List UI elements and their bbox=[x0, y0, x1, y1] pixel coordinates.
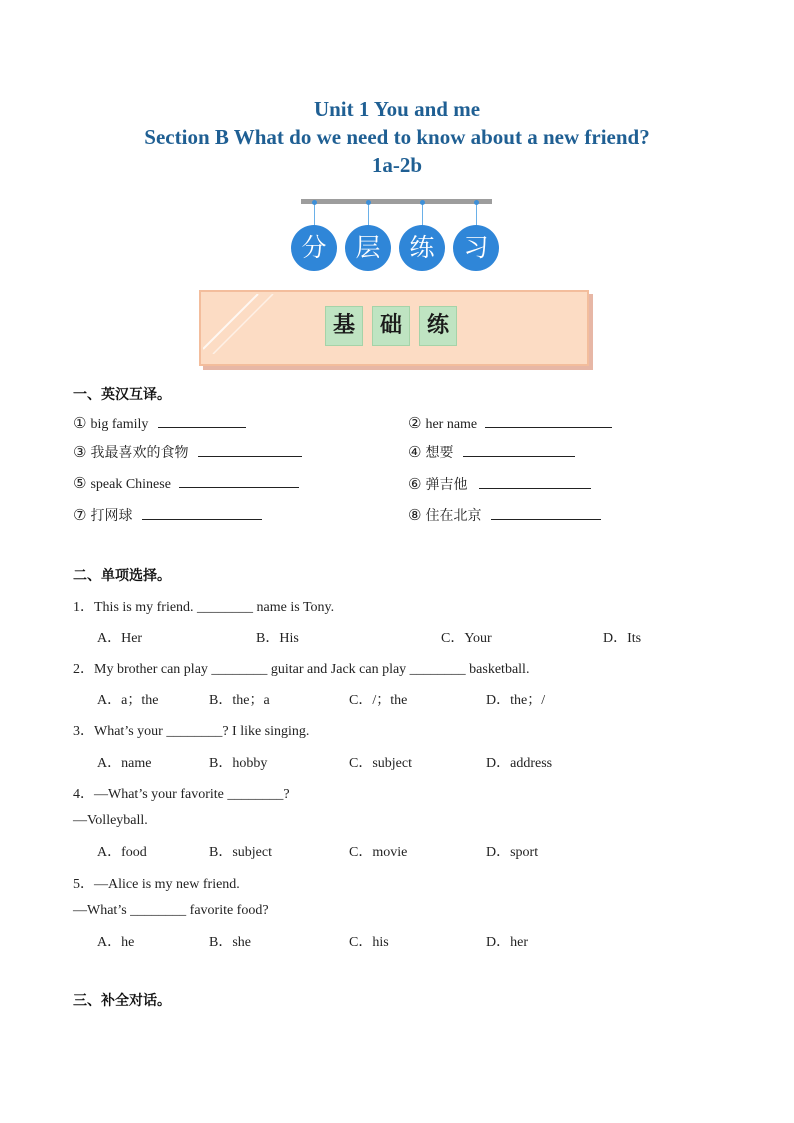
part3-heading: 三、补全对话。 bbox=[73, 993, 171, 1009]
answer-blank[interactable] bbox=[142, 507, 262, 520]
part1-heading: 一、英汉互译。 bbox=[73, 387, 171, 403]
item-number: ⑥ bbox=[408, 475, 422, 493]
translate-item bbox=[408, 442, 575, 462]
bubble-char: 分 bbox=[291, 225, 337, 271]
q5-option-a[interactable]: A．he bbox=[97, 935, 135, 950]
q2-option-b[interactable]: B．the；a bbox=[209, 693, 270, 708]
item-text: big family bbox=[90, 417, 149, 432]
q4-option-d[interactable]: D．sport bbox=[486, 845, 539, 860]
q2-option-d[interactable]: D．the；/ bbox=[486, 693, 546, 708]
bubble-char: 层 bbox=[345, 225, 391, 271]
q3-option-c[interactable]: C．subject bbox=[349, 756, 412, 771]
item-text: 弹吉他 bbox=[425, 477, 468, 493]
answer-blank[interactable] bbox=[463, 444, 575, 457]
banner-tile: 练 bbox=[419, 306, 457, 346]
title-line-3: 1a-2b bbox=[371, 153, 423, 177]
item-number: ⑤ bbox=[73, 474, 87, 492]
q4-option-c[interactable]: C．movie bbox=[349, 845, 408, 860]
q3-option-b[interactable]: B．hobby bbox=[209, 756, 268, 771]
hanger-dot bbox=[366, 200, 371, 205]
q3-option-d[interactable]: D．address bbox=[486, 756, 553, 771]
hanger-dot bbox=[312, 200, 317, 205]
banner-shine-decoration bbox=[203, 294, 283, 354]
item-number: ④ bbox=[408, 443, 422, 461]
banner-tile: 础 bbox=[372, 306, 410, 346]
banner-tile: 基 bbox=[325, 306, 363, 346]
item-number: ⑧ bbox=[408, 506, 422, 524]
q1-option-b[interactable]: B．His bbox=[256, 631, 299, 646]
hanger-dot bbox=[474, 200, 479, 205]
answer-blank[interactable] bbox=[179, 475, 299, 488]
part2-heading: 二、单项选择。 bbox=[73, 568, 171, 584]
item-text: speak Chinese bbox=[90, 477, 171, 492]
answer-blank[interactable] bbox=[485, 415, 612, 428]
question-4-stem: 4．—What’s your favorite ________? bbox=[73, 787, 290, 802]
translate-item bbox=[73, 442, 302, 462]
q1-option-c[interactable]: C．Your bbox=[441, 631, 492, 646]
q4-option-a[interactable]: A．food bbox=[97, 845, 147, 860]
question-5-stem: 5．—Alice is my new friend. bbox=[73, 877, 240, 892]
item-number: ① bbox=[73, 414, 87, 432]
item-text: 我最喜欢的食物 bbox=[90, 445, 189, 461]
translate-item bbox=[73, 474, 299, 493]
question-2-stem: 2．My brother can play ________ guitar and Jack can play ________ basketball. bbox=[73, 662, 530, 677]
bubble-char: 练 bbox=[399, 225, 445, 271]
answer-blank[interactable] bbox=[158, 415, 246, 428]
translate-item bbox=[408, 474, 591, 494]
q2-option-a[interactable]: A．a；the bbox=[97, 693, 159, 708]
hanger-bar bbox=[301, 199, 492, 204]
item-text: 住在北京 bbox=[425, 508, 482, 524]
item-number: ② bbox=[408, 414, 422, 432]
item-number: ⑦ bbox=[73, 506, 87, 524]
translate-item bbox=[408, 414, 612, 433]
answer-blank[interactable] bbox=[491, 507, 601, 520]
answer-blank[interactable] bbox=[479, 476, 591, 489]
translate-item bbox=[408, 505, 601, 525]
q3-option-a[interactable]: A．name bbox=[97, 756, 152, 771]
translate-item bbox=[73, 414, 246, 433]
question-3-stem: 3．What’s your ________? I like singing. bbox=[73, 724, 310, 739]
q5-option-b[interactable]: B．she bbox=[209, 935, 251, 950]
title-line-2: Section B What do we need to know about a new friend? bbox=[144, 125, 650, 149]
hanger-dot bbox=[420, 200, 425, 205]
q1-option-a[interactable]: A．Her bbox=[97, 631, 143, 646]
question-4-reply: —Volleyball. bbox=[73, 813, 148, 828]
q4-option-b[interactable]: B．subject bbox=[209, 845, 272, 860]
q5-option-c[interactable]: C．his bbox=[349, 935, 389, 950]
question-5-reply: —What’s ________ favorite food? bbox=[73, 903, 269, 918]
item-text: 打网球 bbox=[90, 508, 133, 524]
bubble-char: 习 bbox=[453, 225, 499, 271]
item-number: ③ bbox=[73, 443, 87, 461]
q1-option-d[interactable]: D．Its bbox=[603, 631, 642, 646]
question-1-stem: 1．This is my friend. ________ name is Tony. bbox=[73, 600, 335, 615]
translate-item bbox=[73, 505, 262, 525]
item-text: 想要 bbox=[425, 445, 454, 461]
answer-blank[interactable] bbox=[198, 444, 302, 457]
q5-option-d[interactable]: D．her bbox=[486, 935, 528, 950]
q2-option-c[interactable]: C．/；the bbox=[349, 693, 408, 708]
item-text: her name bbox=[425, 417, 478, 432]
title-line-1: Unit 1 You and me bbox=[313, 97, 481, 121]
